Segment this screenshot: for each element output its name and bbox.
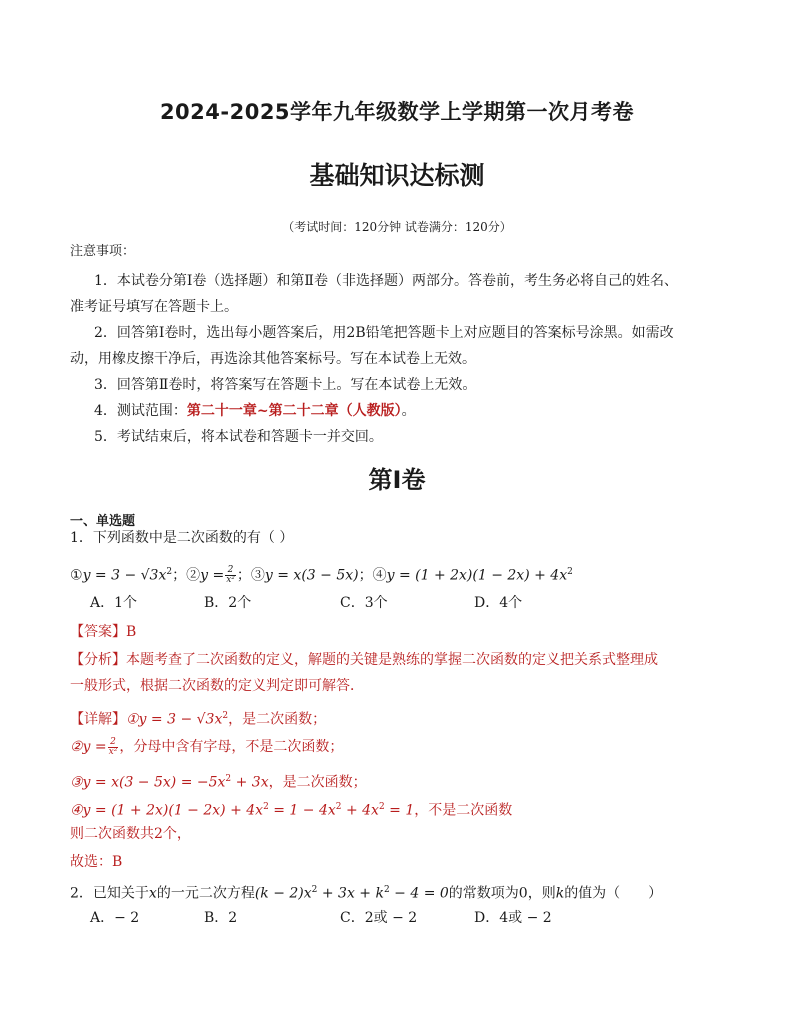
part-heading: 一、单选题	[70, 514, 136, 529]
q2-stem-c: 的常数项为0，则	[448, 885, 556, 902]
q1-detail-4	[70, 797, 512, 821]
d4-text: ，不是二次函数	[414, 802, 513, 819]
note-1-line-2: 准考证号填写在答题卡上。	[70, 299, 238, 315]
f4-exp: 2	[567, 567, 573, 577]
d4-exp-1: 2	[263, 802, 269, 812]
q2-var-x: x	[148, 885, 157, 902]
q1-detail-1	[70, 706, 326, 730]
sep-2: ；	[236, 567, 251, 584]
d3-mid: + 3x	[231, 774, 269, 791]
q2-option-d: D．4或 − 2	[474, 910, 552, 926]
notes-heading: 注意事项：	[70, 244, 136, 259]
sep-3: ；	[358, 567, 373, 584]
note-4-suffix: 。	[401, 403, 416, 419]
d1-exp: 2	[222, 711, 229, 721]
d3-text: ，是二次函数；	[268, 774, 367, 791]
d4-exp-3: 2	[378, 802, 385, 812]
f3-expr: y = x(3 − 5x)	[264, 567, 359, 584]
q2-stem	[70, 880, 662, 904]
d4-mid-2: + 4x	[341, 802, 379, 819]
f2-label: ②	[186, 567, 201, 584]
q2-exp-2: 2	[383, 885, 390, 895]
detail-tag: 【详解】	[70, 711, 126, 728]
d2-num: 2	[108, 738, 119, 748]
f4-label: ④	[372, 567, 387, 584]
d3-exp: 2	[225, 774, 232, 784]
q2-stem-b: 的一元二次方程	[156, 885, 255, 902]
f1-exp: 2	[166, 567, 173, 577]
note-1-line-1: 1．本试卷分第Ⅰ卷（选择题）和第Ⅱ卷（非选择题）两部分。答卷前，考生务必将自己的姓名、	[94, 273, 678, 289]
d2-den: x²	[108, 746, 118, 757]
sub-title: 基础知识达标测	[309, 161, 485, 190]
test-scope: 第二十一章~第二十二章（人教版）	[186, 403, 402, 419]
d2-lhs: ②y =	[70, 739, 107, 755]
note-4	[94, 401, 416, 421]
q1-answer: 【答案】B	[70, 624, 137, 640]
q1-option-a: A．1个	[90, 595, 138, 611]
q2-option-c: C．2或 − 2	[340, 910, 418, 926]
d2-fraction	[108, 738, 119, 757]
d4-mid-3: = 1	[384, 802, 415, 819]
f1-expr: y = 3 − √3x	[82, 567, 167, 584]
d4-mid-1: = 1 − 4x	[268, 802, 336, 819]
section-title: 第Ⅰ卷	[368, 466, 426, 494]
d3-expr: ③y = x(3 − 5x) = −5x	[70, 774, 226, 791]
d2-text: ，分母中含有字母，不是二次函数；	[119, 739, 344, 755]
note-5: 5．考试结束后，将本试卷和答题卡一并交回。	[94, 429, 383, 445]
q1-detail-3	[70, 769, 367, 793]
f2-num: 2	[225, 566, 236, 576]
q1-option-c: C．3个	[340, 595, 388, 611]
note-4-prefix: 4．测试范围：	[94, 403, 187, 419]
q1-functions	[70, 562, 573, 586]
exam-info: （考试时间：120分钟 试卷满分：120分）	[282, 220, 512, 234]
q1-analysis-line-1: 【分析】本题考查了二次函数的定义，解题的关键是熟练的掌握二次函数的定义把关系式整理成	[70, 652, 658, 668]
d1-expr: ①y = 3 − √3x	[126, 711, 223, 728]
f1-label: ①	[70, 567, 83, 584]
f2-den: x²	[226, 575, 235, 586]
q2-exp-1: 2	[311, 885, 318, 895]
q2-eq-1: (k − 2)x	[254, 885, 312, 902]
q2-option-b: B．2	[204, 910, 238, 926]
q2-option-a: A．− 2	[90, 910, 140, 926]
q2-stem-a: 2．已知关于	[70, 885, 149, 902]
d4-exp-2: 2	[335, 802, 342, 812]
f4-expr: y = (1 + 2x)(1 − 2x) + 4x	[386, 567, 568, 584]
q1-conclusion: 则二次函数共2个，	[70, 826, 191, 842]
f3-label: ③	[250, 567, 265, 584]
d1-text: ，是二次函数；	[228, 711, 327, 728]
q2-eq-2: + 3x + k	[317, 885, 384, 902]
q2-eq-3: − 4 = 0	[389, 885, 449, 902]
q2-var-k: k	[555, 885, 565, 902]
q2-stem-d: 的值为（ ）	[564, 885, 663, 902]
q1-stem: 1．下列函数中是二次函数的有（ ）	[70, 530, 294, 546]
note-3: 3．回答第Ⅱ卷时，将答案写在答题卡上。写在本试卷上无效。	[94, 377, 477, 393]
f2-fraction	[225, 566, 236, 585]
note-2-line-1: 2．回答第Ⅰ卷时，选出每小题答案后，用2B铅笔把答题卡上对应题目的答案标号涂黑。如需改	[94, 325, 674, 341]
main-title: 2024-2025学年九年级数学上学期第一次月考卷	[159, 100, 635, 124]
q1-option-b: B．2个	[204, 595, 252, 611]
d4-expr: ④y = (1 + 2x)(1 − 2x) + 4x	[70, 802, 264, 819]
note-2-line-2: 动，用橡皮擦干净后，再选涂其他答案标号。写在本试卷上无效。	[70, 351, 476, 367]
sep-1: ；	[172, 567, 187, 584]
q1-choice: 故选：B	[70, 854, 123, 870]
q1-analysis-line-2: 一般形式，根据二次函数的定义判定即可解答．	[70, 678, 364, 694]
q1-option-d: D．4个	[474, 595, 523, 611]
q1-detail-2	[70, 737, 343, 757]
f2-lhs: y =	[200, 567, 225, 584]
